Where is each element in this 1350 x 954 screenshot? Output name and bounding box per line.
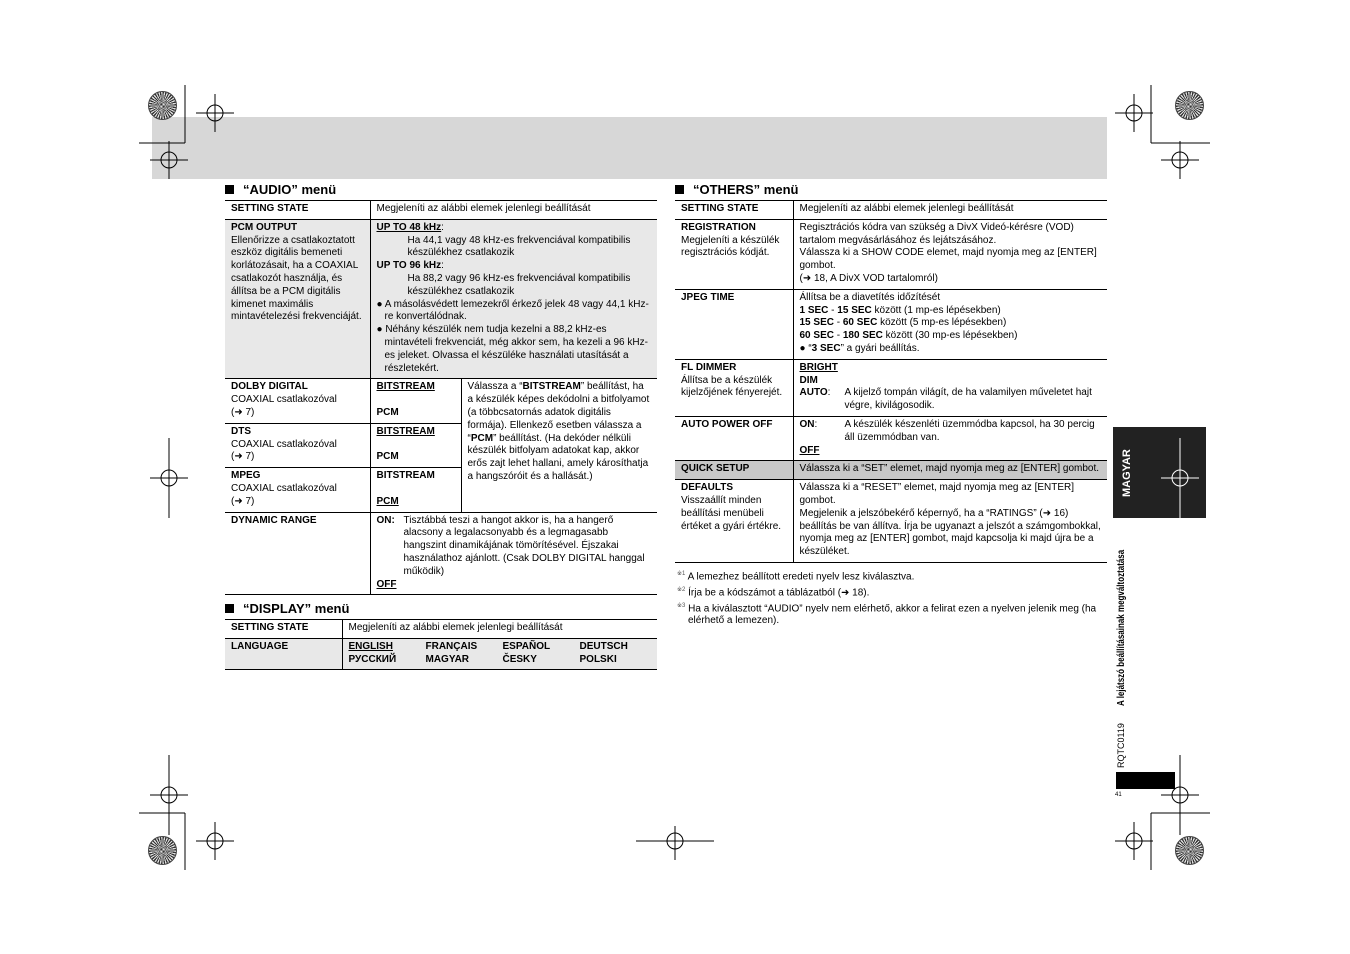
table-row: DEFAULTS Visszaállít minden beállítási menübeli értéket a gyári értékre. Válassza ki a “RESET” elemet, majd nyomja meg az [ENTER] gombot. Megjelenik a jelszóbekérő képernyő, ha a “RATINGS” (➜ 16) beállítás be van állítva. Írja be ugyanazt a jelszót a számgombokkal, nyomja meg az [ENTER] gombot, majd kapcsolja ki majd újra be a készüléket. [675,480,1107,563]
others-heading: “OTHERS” menü [675,182,798,197]
table-row: DTS COAXIAL csatlakozóval (➜ 7) BITSTREAM PCM [225,423,657,467]
color-wheel-icon [1175,91,1204,120]
table-row: MPEG COAXIAL csatlakozóval (➜ 7) BITSTREAM PCM [225,468,657,512]
table-row: FL DIMMER Állítsa be a készülék kijelzőjének fényerejét. BRIGHT DIM AUTO: A kijelző tompán világít, de ha valamilyen műveletet hajt végre, kivilágosodik. [675,359,1107,416]
page-number: 41 [1115,792,1122,798]
table-row: JPEG TIME Állítsa be a diavetítés időzítését 1 SEC - 15 SEC között (1 mp-es lépésekben) 15 SEC - 60 SEC között (5 mp-es lépésekben) 60 SEC - 180 SEC között (30 mp-es lépésekben) ● “3 SEC” a gyári beállítás. [675,289,1107,359]
crosshair-icon [150,438,188,518]
color-wheel-icon [1175,836,1204,865]
table-row: SETTING STATE Megjeleníti az alábbi elemek jelenlegi beállítását [225,620,657,639]
crosshair-icon [196,822,234,860]
section-title: A lejátszó beállításainak megváltoztatása [1116,549,1127,706]
table-row: DYNAMIC RANGE ON: Tisztábbá teszi a hangot akkor is, ha a hangerő alacsony a legalacsonyabb és a legmagasabb hangszint dinamikájának tömörítésével. Éjszakai használathoz ajánlott. (Csak DOLBY DIGITAL hanggal működik) OFF [225,512,657,595]
table-row: SETTING STATE Megjeleníti az alábbi elemek jelenlegi beállítását [675,201,1107,220]
crosshair-icon [1115,94,1153,132]
table-row: SETTING STATE Megjeleníti az alábbi elemek jelenlegi beállítását [225,201,657,220]
table-row: DOLBY DIGITAL COAXIAL csatlakozóval (➜ 7) BITSTREAM PCM Válassza a “BITSTREAM” beállítást, ha a készülék képes dekódolni a bitfolyamot (a többcsatornás adatok digitális formája). Ellenkező esetben válassza a “PCM” beállítást. (Ha dekóder nélküli készülék bitfolyam adatokat kap, akkor erős zajt lehet hallani, amely károsíthatja a hangszóróit és a hallását.) [225,379,657,423]
display-heading: “DISPLAY” menü [225,601,349,616]
color-wheel-icon [148,91,177,120]
audio-heading: “AUDIO” menü [225,182,336,197]
crosshair-icon [150,141,188,179]
table-row: QUICK SETUP Válassza ki a “SET” elemet, majd nyomja meg az [ENTER] gombot. [675,461,1107,480]
table-row: LANGUAGE ENGLISH FRANÇAIS ESPAÑOL DEUTSCH РУССКИЙ MAGYAR ČESKY POLSKI [225,638,657,670]
footnote: $^{※3}$ Ha a kiválasztott “AUDIO” nyelv nem elérhető, akkor a felirat ezen a nyelven jelenik meg (ha elérhető a lemezen). [677,602,1097,627]
doc-code: RQTC0119 [1116,723,1126,768]
table-row: AUTO POWER OFF ON: A készülék készenléti üzemmódba kapcsol, ha 30 percig áll üzemmódban van. OFF [675,416,1107,460]
crosshair-icon [1161,438,1199,518]
crosshair-icon [196,94,234,132]
footnote: $^{※1}$ A lemezhez beállított eredeti nyelv lesz kiválasztva. [677,571,915,583]
crosshair-icon [1115,822,1153,860]
footnote: $^{※2}$ Írja be a kódszámot a táblázatból (➜ 18). [677,586,870,599]
crosshair-icon [1161,141,1199,179]
language-options: ENGLISH FRANÇAIS ESPAÑOL DEUTSCH РУССКИЙ MAGYAR ČESKY POLSKI [348,640,628,665]
table-row: REGISTRATION Megjeleníti a készülék regisztrációs kódját. Regisztrációs kódra van szükség a DivX Videó-kérésre (VOD) tartalom megvásárlásához és lejátszásához. Válassza ki a SHOW CODE elemet, majd nyomja meg az [ENTER] gombot. (➜ 18, A DivX VOD tartalomról) [675,219,1107,289]
crosshair-icon [636,826,714,860]
table-row: PCM OUTPUT Ellenőrizze a csatlakoztatott eszköz digitális bemeneti korlátozásait, ha a COAXIAL csatlakozót használja, és állítsa be a PCM digitális kimenet maximális mintavételezési frekvenciáját. UP TO 48 kHz: Ha 44,1 vagy 48 kHz-es frekvenciával kompatibilis készülékhez csatlakozik UP TO 96 kHz: Ha 88,2 vagy 96 kHz-es frekvenciával kompatibilis készülékhez csatlakozik ● A másolásvédett lemezekről érkező jelek 48 vagy 44,1 kHz-re konvertálódnak. ● Néhány készülék nem tudja kezelni a 88,2 kHz-es mintavételi frekvenciát, még akkor sem, ha kezeli a 96 kHz-es jeleket. Olvassa el készüléke használati utasítását a részletekért. [225,219,657,379]
crosshair-icon [150,755,188,835]
language-tab-label: MAGYAR [1121,449,1133,497]
crosshair-icon [1161,755,1199,835]
color-wheel-icon [148,836,177,865]
